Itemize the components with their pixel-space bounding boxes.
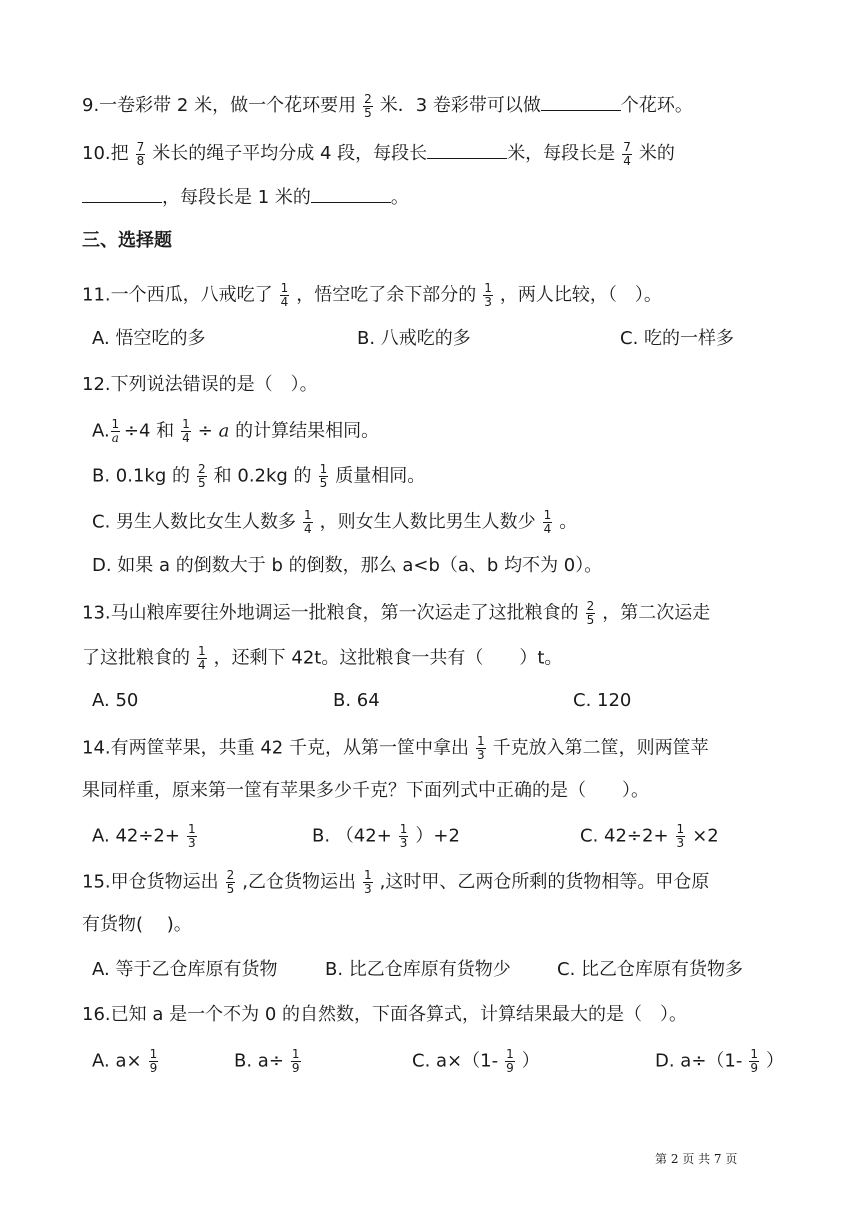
q16-option-c[interactable]: C. a×（1- $\frac{1}{9}$ ）: [412, 1047, 540, 1075]
q15-option-c[interactable]: C. 比乙仓库原有货物多: [557, 959, 744, 980]
fraction: $\frac{7}{4}$: [623, 139, 631, 168]
fraction: $\frac{1}{9}$: [149, 1047, 158, 1075]
q16-option-b[interactable]: B. a÷ $\frac{1}{9}$: [234, 1047, 300, 1075]
fraction: $\frac{1}{3}$: [364, 868, 372, 896]
fraction: $\frac{1}{3}$: [399, 822, 408, 850]
fraction: $\frac{2}{5}$: [198, 462, 206, 490]
fraction: $\frac{1}{3}$: [476, 734, 485, 762]
q14-option-a[interactable]: A. 42÷2+ $\frac{1}{3}$: [92, 822, 196, 850]
question-14: 14.有两筐苹果，共重 42 千克，从第一筐中拿出 $\frac{1}{3}$ 千克放入第二筐，则两筐苹: [82, 734, 709, 762]
section-heading: 三、选择题: [82, 230, 172, 251]
fraction: $\frac{1}{4}$: [280, 281, 289, 309]
fraction: $\frac{2}{5}$: [226, 868, 235, 896]
answer-blank[interactable]: [541, 92, 621, 111]
q12-option-b[interactable]: B. 0.1kg 的 $\frac{2}{5}$ 和 0.2kg 的 $\frac{1}{5}$ 质量相同。: [92, 462, 426, 490]
fraction: $\frac{7}{8}$: [136, 139, 145, 168]
fraction: $\frac{1}{4}$: [198, 644, 206, 672]
page-footer: 第 2 页 共 7 页: [655, 1152, 738, 1166]
fraction: $\frac{1}{4}$: [182, 417, 190, 445]
q9-text-1: 9.一卷彩带 2 米，做一个花环要用: [82, 95, 357, 116]
question-14-cont: 果同样重，原来第一筐有苹果多少千克？下面列式中正确的是（ ）。: [82, 780, 649, 801]
q16-option-a[interactable]: A. a× $\frac{1}{9}$: [92, 1047, 158, 1075]
fraction: $\frac{2}{5}$: [586, 599, 595, 627]
fraction: $\frac{1}{3}$: [187, 822, 196, 850]
question-15: 15.甲仓货物运出 $\frac{2}{5}$ ,乙仓货物运出 $\frac{1}{3}$ ,这时甲、乙两仓所剩的货物相等。甲仓原: [82, 868, 710, 896]
fraction: $\frac{1}{3}$: [676, 822, 685, 850]
q14-option-b[interactable]: B. （42+ $\frac{1}{3}$ ）+2: [312, 822, 460, 850]
question-13: 13.马山粮库要往外地调运一批粮食，第一次运走了这批粮食的 $\frac{2}{5}$ ，第二次运走: [82, 599, 711, 627]
fraction: $\frac{1}{9}$: [291, 1047, 300, 1075]
answer-blank[interactable]: [311, 184, 391, 203]
question-16: 16.已知 a 是一个不为 0 的自然数，下面各算式，计算结果最大的是（ ）。: [82, 1004, 687, 1025]
fraction: $\frac{1}{3}$: [484, 281, 492, 309]
answer-blank[interactable]: [82, 184, 162, 203]
q11-option-c[interactable]: C. 吃的一样多: [620, 328, 735, 349]
question-15-cont: 有货物( )。: [82, 914, 192, 935]
question-11: 11.一个西瓜，八戒吃了 $\frac{1}{4}$ ，悟空吃了余下部分的 $\frac{1}{3}$ ，两人比较，（ ）。: [82, 281, 662, 309]
q15-option-a[interactable]: A. 等于乙仓库原有货物: [92, 959, 278, 980]
fraction: $\frac{1}{9}$: [506, 1047, 514, 1075]
fraction: $\frac{1}{4}$: [543, 508, 552, 536]
fraction: $\frac{1}{9}$: [750, 1047, 759, 1075]
fraction: $\frac{2}{5}$: [364, 91, 372, 120]
question-10-cont: ，每段长是 1 米的 。: [82, 184, 409, 210]
q12-option-a[interactable]: A. $\frac{1}{a}$ ÷4 和 $\frac{1}{4}$ ÷ a 的计算结果相同。: [92, 417, 380, 445]
fraction: $\frac{1}{4}$: [304, 508, 312, 536]
question-9: 9.一卷彩带 2 米，做一个花环要用 $\frac{2}{5}$ 米．3 卷彩带可以做 个花环。: [82, 91, 693, 120]
q12-option-c[interactable]: C. 男生人数比女生人数多 $\frac{1}{4}$ ，则女生人数比男生人数少 $\frac{1}{4}$ 。: [92, 508, 578, 536]
q11-option-a[interactable]: A. 悟空吃的多: [92, 328, 206, 349]
q16-option-d[interactable]: D. a÷（1- $\frac{1}{9}$ ）: [655, 1047, 785, 1075]
question-12: 12.下列说法错误的是（ ）。: [82, 374, 318, 395]
q11-option-b[interactable]: B. 八戒吃的多: [357, 328, 471, 349]
q14-option-c[interactable]: C. 42÷2+ $\frac{1}{3}$ ×2: [580, 822, 719, 850]
fraction: $\frac{1}{5}$: [319, 462, 328, 490]
answer-blank[interactable]: [427, 140, 507, 159]
q13-option-b[interactable]: B. 64: [333, 690, 380, 711]
q15-option-b[interactable]: B. 比乙仓库原有货物少: [325, 959, 511, 980]
question-10: 10.把 $\frac{7}{8}$ 米长的绳子平均分成 4 段，每段长 米，每段长是 $\frac{7}{4}$ 米的: [82, 139, 675, 168]
fraction: $\frac{1}{a}$: [111, 417, 120, 445]
q13-option-a[interactable]: A. 50: [92, 690, 139, 711]
q13-option-c[interactable]: C. 120: [573, 690, 632, 711]
question-13-cont: 了这批粮食的 $\frac{1}{4}$ ，还剩下 42t。这批粮食一共有（ ）t。: [82, 644, 563, 672]
q12-option-d[interactable]: D. 如果 a 的倒数大于 b 的倒数，那么 a<b（a、b 均不为 0）。: [92, 555, 603, 576]
